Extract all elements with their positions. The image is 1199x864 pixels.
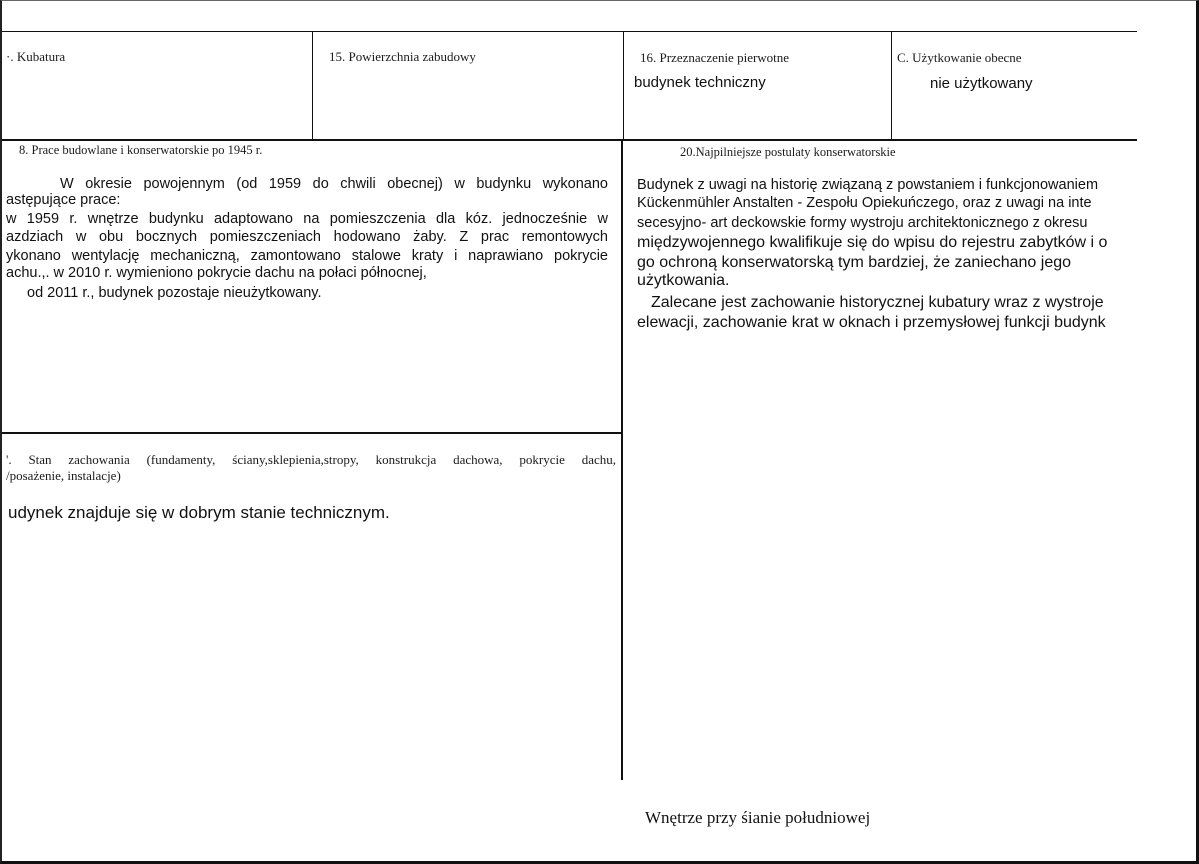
uzytkowanie-value: nie użytkowany	[930, 75, 1033, 92]
postulaty-line-8: elewacji, zachowanie krat w oknach i przemysłowej funkcji budynk	[637, 314, 1106, 331]
postulaty-line-7: Zalecane jest zachowanie historycznej kubatury wraz z wystroje	[651, 294, 1104, 311]
prace-line-4: azdziach w obu bocznych pomieszczeniach hodowano żaby. Z prac remontowych	[6, 229, 608, 245]
prace-line-7: od 2011 r., budynek pozostaje nieużytkowany.	[27, 285, 322, 301]
photo-caption: Wnętrze przy śianie południowej	[645, 808, 871, 827]
prace-line-3: w 1959 r. wnętrze budynku adaptowano na pomieszczenia dla kóz. jednocześnie w	[6, 211, 608, 227]
postulaty-line-6: użytkowania.	[637, 272, 730, 289]
top-rule	[2, 31, 1137, 32]
prace-line-2: astępujące prace:	[6, 192, 121, 208]
postulaty-line-3: secesyjno- art deckowskie formy wystroju architektonicznego z okresu	[637, 215, 1088, 231]
row1-bottom-rule	[2, 139, 1137, 141]
postulaty-line-4: międzywojennego kwalifikuje się do wpisu do rejestru zabytków i o	[637, 234, 1108, 251]
postulaty-line-5: go ochroną konserwatorską tym bardziej, że zaniechano jego	[637, 254, 1072, 271]
prace-line-5: ykonano wentylację mechaniczną, zamontowano stalowe kraty i naprawiano pokrycie	[6, 248, 608, 264]
stan-label-line-1: '. Stan zachowania (fundamenty, ściany,sklepienia,stropy, konstrukcja dachowa, pokrycie dachu,	[6, 452, 616, 467]
stan-value: udynek znajduje się w dobrym stanie technicznym.	[8, 503, 390, 522]
przeznaczenie-value: budynek techniczny	[634, 74, 766, 91]
prace-line-6: achu.,. w 2010 r. wymieniono pokrycie dachu na połaci północnej,	[6, 265, 427, 281]
divider-kubatura-powierzchnia	[312, 31, 313, 140]
postulaty-line-1: Budynek z uwagi na historię związaną z powstaniem i funkcjonowaniem	[637, 177, 1099, 193]
divider-przeznaczenie-uzytkowanie	[891, 31, 892, 140]
prace-line-1: W okresie powojennym (od 1959 do chwili obecnej) w budynku wykonano	[60, 176, 608, 192]
postulaty-label: 20.Najpilniejsze postulaty konserwatorskie	[680, 145, 896, 159]
middle-column-divider	[621, 140, 623, 780]
left-section-divider	[2, 432, 623, 434]
kubatura-label: ·. Kubatura	[6, 49, 66, 64]
postulaty-line-2: Kückenmühler Anstalten - Zespołu Opiekuńczego, oraz z uwagi na inte	[637, 195, 1092, 211]
powierzchnia-label: 15. Powierzchnia zabudowy	[329, 49, 476, 64]
prace-label: 8. Prace budowlane i konserwatorskie po 1945 r.	[19, 143, 263, 157]
stan-label-line-2: /posażenie, instalacje)	[6, 468, 121, 483]
uzytkowanie-label: C. Użytkowanie obecne	[897, 50, 1022, 65]
przeznaczenie-label: 16. Przeznaczenie pierwotne	[640, 50, 790, 65]
divider-powierzchnia-przeznaczenie	[623, 31, 624, 140]
